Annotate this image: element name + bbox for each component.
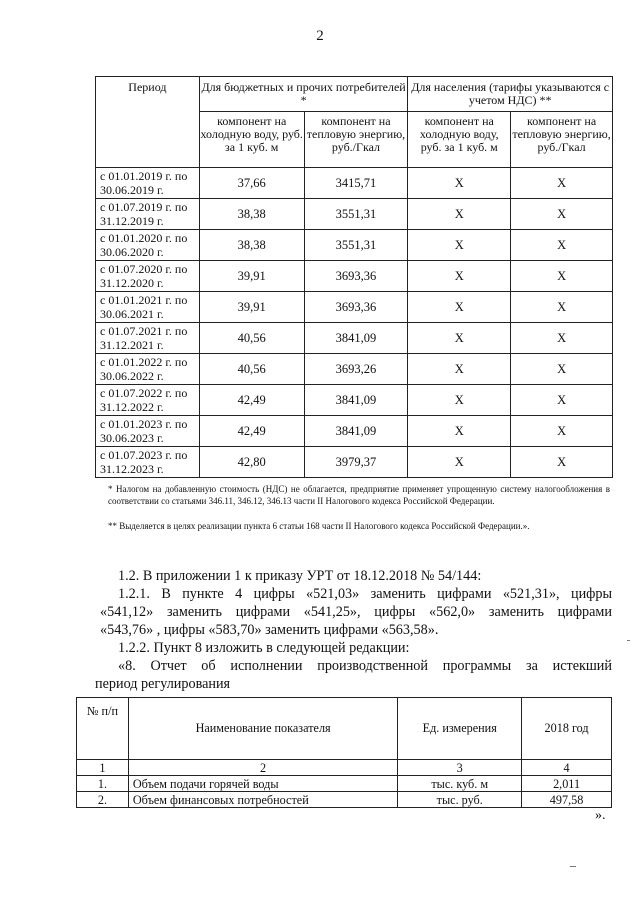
scan-mark (627, 640, 630, 641)
row-unit: тыс. куб. м (398, 776, 522, 792)
table-row (96, 168, 613, 199)
row-cold-water: 39,91 (199, 292, 304, 323)
header-unit: Ед. измерения (398, 698, 522, 760)
row-cold-water: 40,56 (199, 354, 304, 385)
row-cold-water-pop: Х (408, 292, 511, 323)
paragraph-1-2-2: 1.2.2. Пункт 8 изложить в следующей редакции: (118, 640, 410, 656)
table-row (96, 261, 613, 292)
table-row (96, 292, 613, 323)
col-number: 4 (522, 760, 612, 776)
row-unit: тыс. руб. (398, 792, 522, 808)
paragraph-1-2: 1.2. В приложении 1 к приказу УРТ от 18.12.2018 № 54/144: (118, 568, 482, 584)
row-num: 1. (77, 776, 129, 792)
paragraph-1-2-1-line3: «543,76» , цифры «583,70» заменить цифрами «563,58». (100, 622, 439, 638)
footnote-separator (108, 477, 298, 478)
row-cold-water: 37,66 (199, 168, 304, 199)
table-row (96, 199, 613, 230)
row-cold-water: 42,49 (199, 416, 304, 447)
program-table (76, 697, 612, 808)
row-heat-energy: 3841,09 (304, 416, 408, 447)
header-cold-water: компонент на холодную воду, руб. за 1 куб. м (199, 112, 304, 168)
row-period: с 01.07.2022 г. по 31.12.2022 г. (96, 385, 200, 416)
row-heat-energy-pop: Х (511, 323, 613, 354)
row-cold-water-pop: Х (408, 354, 511, 385)
footnote-2: ** Выделяется в целях реализации пункта 6 статьи 168 части II Налогового кодекса Российской Федерации.». (108, 521, 530, 531)
row-heat-energy-pop: Х (511, 230, 613, 261)
row-cold-water: 40,56 (199, 323, 304, 354)
header-year: 2018 год (522, 698, 612, 760)
col-number: 1 (77, 760, 129, 776)
row-period: с 01.01.2022 г. по 30.06.2022 г. (96, 354, 200, 385)
table-row (96, 354, 613, 385)
row-period: с 01.01.2023 г. по 30.06.2023 г. (96, 416, 200, 447)
row-heat-energy: 3841,09 (304, 385, 408, 416)
row-heat-energy: 3415,71 (304, 168, 408, 199)
header-budget-group: Для бюджетных и прочих потребителей * (199, 77, 408, 112)
row-heat-energy: 3979,37 (304, 447, 408, 478)
row-period: с 01.07.2019 г. по 31.12.2019 г. (96, 199, 200, 230)
row-heat-energy-pop: Х (511, 385, 613, 416)
row-heat-energy-pop: Х (511, 168, 613, 199)
table-row (96, 230, 613, 261)
header-population-group: Для населения (тарифы указываются с учетом НДС) ** (408, 77, 613, 112)
paragraph-1-2-1-line2: «541,12» заменить цифрами «541,25», цифры «562,0» заменить цифрами (100, 604, 612, 620)
row-heat-energy-pop: Х (511, 261, 613, 292)
row-cold-water: 38,38 (199, 199, 304, 230)
row-period: с 01.01.2020 г. по 30.06.2020 г. (96, 230, 200, 261)
row-name: Объем финансовых потребностей (128, 792, 397, 808)
paragraph-1-2-1-line1: 1.2.1. В пункте 4 цифры «521,03» заменить цифрами «521,31», цифры (118, 586, 612, 602)
row-cold-water-pop: Х (408, 323, 511, 354)
row-heat-energy-pop: Х (511, 354, 613, 385)
row-period: с 01.07.2021 г. по 31.12.2021 г. (96, 323, 200, 354)
row-heat-energy: 3693,36 (304, 292, 408, 323)
row-period: с 01.01.2021 г. по 30.06.2021 г. (96, 292, 200, 323)
header-period: Период (96, 77, 200, 168)
row-cold-water-pop: Х (408, 261, 511, 292)
header-heat-energy-pop: компонент на тепловую энергию, руб./Гкал (511, 112, 613, 168)
row-cold-water-pop: Х (408, 230, 511, 261)
row-cold-water-pop: Х (408, 447, 511, 478)
row-cold-water-pop: Х (408, 168, 511, 199)
row-cold-water-pop: Х (408, 416, 511, 447)
row-heat-energy-pop: Х (511, 199, 613, 230)
row-period: с 01.07.2023 г. по 31.12.2023 г. (96, 447, 200, 478)
row-cold-water: 38,38 (199, 230, 304, 261)
row-heat-energy-pop: Х (511, 416, 613, 447)
table-row (96, 416, 613, 447)
row-cold-water: 39,91 (199, 261, 304, 292)
row-period: с 01.07.2020 г. по 31.12.2020 г. (96, 261, 200, 292)
footnote-1: * Налогом на добавленную стоимость (НДС) не облагается, предприятие применяет упрощенную систему налогообложения в соответствии со статьями 346.11, 346.12, 346.13 части II Налогового кодекса Российской Федерации. (108, 484, 610, 506)
row-name: Объем подачи горячей воды (128, 776, 397, 792)
header-heat-energy: компонент на тепловую энергию, руб./Гкал (304, 112, 408, 168)
row-period: с 01.01.2019 г. по 30.06.2019 г. (96, 168, 200, 199)
row-value: 497,58 (522, 792, 612, 808)
row-cold-water-pop: Х (408, 199, 511, 230)
header-name: Наименование показателя (128, 698, 397, 760)
row-heat-energy: 3841,09 (304, 323, 408, 354)
paragraph-8-line2: период регулирования (95, 676, 231, 692)
header-num: № п/п (77, 698, 129, 760)
table-row (77, 792, 612, 808)
row-heat-energy: 3693,36 (304, 261, 408, 292)
tariff-table (95, 76, 613, 478)
row-value: 2,011 (522, 776, 612, 792)
page-number: 2 (316, 28, 324, 44)
row-heat-energy: 3551,31 (304, 199, 408, 230)
table-row (96, 323, 613, 354)
table-row (96, 385, 613, 416)
scan-mark (570, 866, 576, 867)
row-heat-energy-pop: Х (511, 292, 613, 323)
table-row (96, 447, 613, 478)
row-num: 2. (77, 792, 129, 808)
header-cold-water-pop: компонент на холодную воду, руб. за 1 куб. м (408, 112, 511, 168)
row-heat-energy: 3551,31 (304, 230, 408, 261)
row-heat-energy: 3693,26 (304, 354, 408, 385)
closing-quote: ». (595, 808, 606, 823)
row-cold-water-pop: Х (408, 385, 511, 416)
row-cold-water: 42,80 (199, 447, 304, 478)
col-number: 2 (128, 760, 397, 776)
table-row (77, 776, 612, 792)
col-number: 3 (398, 760, 522, 776)
paragraph-8-line1: «8. Отчет об исполнении производственной программы за истекший (118, 658, 612, 674)
row-cold-water: 42,49 (199, 385, 304, 416)
row-heat-energy-pop: Х (511, 447, 613, 478)
